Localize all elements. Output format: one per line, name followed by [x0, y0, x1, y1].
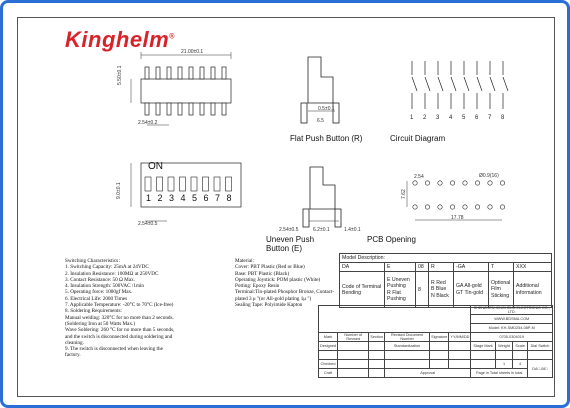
- circuit-switch-line: [477, 77, 482, 91]
- switch-knob: [191, 177, 197, 191]
- dim-pcb-hole: Ø0.9(16): [479, 173, 499, 179]
- company-name: SHENZHEN KINGHELM ELECTRONIC CO., LTD.: [471, 306, 553, 315]
- pcb-hole: [488, 181, 492, 185]
- pcb-hole: [413, 205, 417, 209]
- circuit-switch-line: [490, 77, 495, 91]
- switch-knob: [226, 177, 232, 191]
- spec-line: Manual welding: 320°C for no more than 2 seconds.: [65, 314, 174, 321]
- circuit-number: 4: [449, 115, 453, 121]
- pcb-hole: [500, 181, 504, 185]
- dim-uneven-a: 2.54±0.5: [279, 227, 299, 233]
- circuit-switch-line: [438, 77, 443, 91]
- model-number: Model: KH-SMD254-08P-M: [471, 324, 553, 333]
- spec-line: 9. The switch is disconnected when leaving the: [65, 346, 163, 353]
- spec-line: (Soldering Iron at 50 Watts Max.): [65, 320, 136, 327]
- circuit-number: 3: [436, 115, 440, 121]
- switch-number: 3: [169, 193, 175, 203]
- switch-number: 5: [192, 193, 198, 203]
- pcb-hole: [450, 205, 454, 209]
- dim-uneven-b: 6.2±0.1: [313, 227, 330, 233]
- circuit-diagram: [398, 53, 528, 133]
- spec-line: Switching Characteristics：: [65, 258, 124, 264]
- doc-number: 0705-0304019: [471, 333, 553, 342]
- switch-knob: [145, 177, 151, 191]
- caption-circuit: Circuit Diagram: [390, 134, 446, 143]
- spec-line: 1. Switching Capacity: 25mA at 24VDC: [65, 264, 149, 271]
- dim-pcb-pitch: 2.54: [414, 174, 424, 180]
- caption-pcb: PCB Opening: [367, 235, 416, 244]
- uneven-push-drawing: [293, 163, 353, 235]
- circuit-switch-line: [464, 77, 469, 91]
- switching-characteristics: [65, 258, 174, 359]
- dim-front-height: 9.0±0.1: [116, 182, 122, 199]
- spec-line: Terminal:Tin-plated Phosphor Bronze, Contact-: [235, 289, 335, 296]
- pcb-hole: [438, 181, 442, 185]
- dim-uneven-c: 1.4±0.1: [344, 227, 361, 233]
- pcb-hole: [463, 205, 467, 209]
- switch-knob: [180, 177, 186, 191]
- pcb-hole: [413, 181, 417, 185]
- switch-number: 7: [215, 193, 221, 203]
- spec-line: Sealing Tape: Polyimide Kapton: [235, 302, 303, 309]
- circuit-number: 1: [410, 115, 414, 121]
- circuit-number: 7: [488, 115, 492, 121]
- website: WWW.BDSMA.COM: [471, 315, 553, 324]
- switch-knob: [214, 177, 220, 191]
- spec-line: 8. Soldering Requirements:: [65, 308, 122, 315]
- spec-line: plated 3 μ "(or All-gold plating 1μ "): [235, 295, 312, 302]
- circuit-number: 5: [462, 115, 466, 121]
- pcb-hole: [475, 205, 479, 209]
- pcb-hole: [463, 181, 467, 185]
- switch-knob: [157, 177, 163, 191]
- material-spec: [235, 258, 334, 308]
- switch-number: 4: [180, 193, 186, 203]
- switch-number: 6: [203, 193, 209, 203]
- pcb-hole: [450, 181, 454, 185]
- switch-knob: [203, 177, 209, 191]
- spec-line: Material：: [235, 258, 258, 264]
- spec-line: 6. Electrical Life: 2000 Times: [65, 295, 128, 302]
- spec-line: 4. Insulation Strength: 500VAC /1min: [65, 283, 145, 290]
- caption-flat-push: Flat Push Button (R): [290, 134, 363, 143]
- pcb-hole: [500, 205, 504, 209]
- model-description-table: Model Description: DA E 08 R -GA T XXX Code of Terminal Bending E Uneven Pushing R Flat Pushing 8 R Red B Blue N Black GA All-gold GT Tin-gold Optional Film Sticking Additional information: [339, 253, 552, 308]
- spec-line: Potting: Epoxy Resin: [235, 283, 280, 290]
- circuit-switch-line: [451, 77, 456, 91]
- spec-line: 7. Applicable Temperature: -20°C to 70°C (Ice-free): [65, 302, 174, 309]
- title-block: SHENZHEN KINGHELM ELECTRONIC CO., LTD. WWW.BDSMA.COM Model: KH-SMD254-08P-M Mark Number of Revised Section Revised Document Number Signature YY/MM/DD 0705-0304019 Designed Standardization Stage Mark Weight Scale Dial Switch Checked 1 4 DA□-08□ Craft Approval Page in Total sheets in total: [318, 305, 553, 378]
- switch-number: 2: [157, 193, 163, 203]
- circuit-switch-line: [503, 77, 508, 91]
- pcb-hole: [425, 181, 429, 185]
- spec-line: 3. Contact Resistance: 50 Ω Max.: [65, 276, 135, 283]
- dim-top-width: 21.00±0.1: [181, 49, 204, 55]
- spec-line: factory.: [65, 352, 81, 359]
- pcb-hole: [488, 205, 492, 209]
- dim-pcb-row: 7.62: [401, 189, 407, 199]
- switch-knob: [168, 177, 174, 191]
- spec-line: and the switch is disconnected during soldering and: [65, 333, 173, 340]
- circuit-number: 6: [475, 115, 479, 121]
- spec-line: Wave Soldering: 260 °C for no more than 5 seconds,: [65, 327, 175, 334]
- dim-pcb-width: 17.78: [451, 215, 464, 221]
- dim-flat-b: 6.5: [317, 118, 324, 124]
- dim-side-height: 5.50±0.1: [117, 65, 123, 85]
- spec-line: 5. Operating force: 1000gf Max.: [65, 289, 133, 296]
- dim-flat-r: 0.5±0.1: [318, 106, 335, 112]
- spec-line: 2. Insulation Resistance: 100MΩ at 250VDC: [65, 270, 159, 277]
- spec-line: cleaning.: [65, 339, 84, 346]
- caption-uneven-push: Uneven Push Button (E): [266, 235, 315, 253]
- circuit-number: 8: [501, 115, 505, 121]
- kinghelm-logo: Kinghelm®: [65, 27, 175, 52]
- pcb-hole: [475, 181, 479, 185]
- circuit-switch-line: [412, 77, 417, 91]
- dim-top-pitch: 2.54±0.2: [138, 120, 158, 126]
- spec-line: Base: PBT Plastic (Black): [235, 270, 290, 277]
- spec-line: Operating Joystick: POM plastic (White): [235, 276, 321, 283]
- spec-line: Cover: PBT Plastic (Red or Blue): [235, 264, 305, 271]
- switch-number: 8: [226, 193, 232, 203]
- pcb-hole: [425, 205, 429, 209]
- model-title: Model Description:: [340, 254, 552, 263]
- on-label: ON: [148, 161, 163, 172]
- circuit-number: 2: [423, 115, 427, 121]
- dim-front-pitch: 2.54±0.5: [138, 221, 158, 227]
- circuit-switch-line: [425, 77, 430, 91]
- pcb-hole: [438, 205, 442, 209]
- switch-number: 1: [146, 193, 152, 203]
- code: DA□-08□: [527, 360, 552, 378]
